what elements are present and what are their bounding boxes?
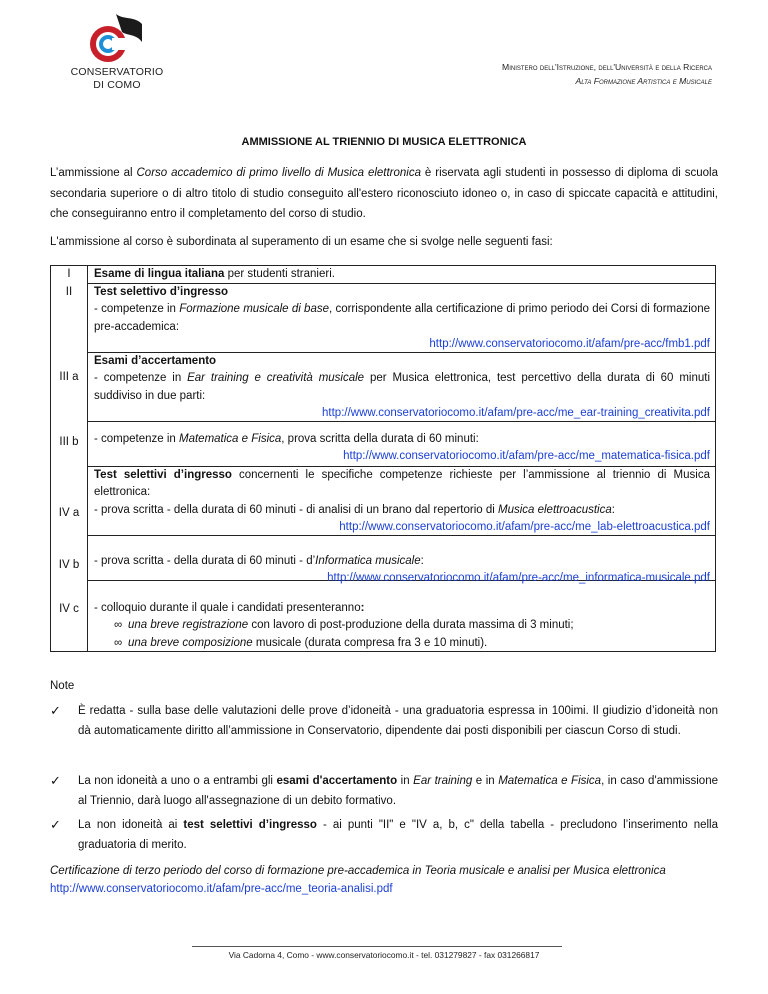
ministry-header <box>502 60 712 88</box>
table-row: - competenze in Matematica e Fisica, prova scritta della durata di 60 minuti: http://www.conservatoriocomo.it/afam/pre-acc/me_matematica-fisica.pdf <box>94 433 710 463</box>
informatica-musicale-link[interactable]: http://www.conservatoriocomo.it/afam/pre-acc/me_informatica-musicale.pdf <box>327 572 710 585</box>
table-row: Esami d’accertamento - competenze in Ear training e creatività musicale per Musica elettronica, test percettivo della durata di 60 minuti suddiviso in due parti: http://www.conservatoriocomo.it/afam/pre-acc/me_ear-training_creativita.pdf <box>94 355 711 419</box>
note-item: ✓ La non idoneità ai test selettivi d’ingresso - ai punti "II" e "IV a, b, c" della tabella - precludono l’inserimento nella graduatoria di merito. <box>50 817 719 851</box>
ministry-line-2: Alta Formazione Artistica e Musicale <box>575 76 712 86</box>
row-label: IV a <box>58 507 80 519</box>
lab-elettroacustica-link[interactable]: http://www.conservatoriocomo.it/afam/pre-acc/me_lab-elettroacustica.pdf <box>339 520 710 533</box>
ear-training-link[interactable]: http://www.conservatoriocomo.it/afam/pre-acc/me_ear-training_creativita.pdf <box>322 406 710 419</box>
page-footer: Via Cadorna 4, Como - www.conservatoriocomo.it - tel. 031279827 - fax 031266817 <box>228 950 540 960</box>
table-row: Test selettivi d’ingresso concernenti le specifiche competenze richieste per l’ammissione al triennio di Musica elettronica: - prova scritta - della durata di 60 minuti - di analisi di un brano dal repertorio di Musica elettroacustica: http://www.conservatoriocomo.it/afam/pre-acc/me_lab-elettroacustica.pdf <box>94 469 710 533</box>
checkmark-icon: ✓ <box>50 703 61 718</box>
table-row: - colloquio durante il quale i candidati presenteranno: ∞ una breve registrazione con lavoro di post-produzione della durata massima di 3 minuti; ∞ una breve composizione musicale (durata compresa fra 3 e 10 minuti). <box>94 600 710 652</box>
checkmark-icon: ✓ <box>50 773 61 788</box>
table-row: - prova scritta - della durata di 60 minuti - d’Informatica musicale: http://www.conservatoriocomo.it/afam/pre-acc/me_informatica-musicale.pdf <box>94 555 710 585</box>
conservatorio-logo <box>62 8 172 92</box>
row-label: IV c <box>59 603 79 615</box>
logo-line-2: DI COMO <box>93 79 141 91</box>
row-label: II <box>65 286 73 298</box>
page-title: AMMISSIONE AL TRIENNIO DI MUSICA ELETTRONICA <box>241 136 527 148</box>
note-item: ✓ È redatta - sulla base delle valutazioni delle prove d’idoneità - una graduatoria espressa in 100imi. Il giudizio d’idoneità non dà automaticamente diritto all’ammissione in Conservatorio, dipendente dai posti disponibili per ciascun Corso di studi. <box>50 703 718 737</box>
row-label: IV b <box>58 559 80 571</box>
intro-paragraph-2: L'ammissione al corso è subordinata al superamento di un esame che si svolge nelle seguenti fasi: <box>50 236 553 248</box>
teoria-analisi-link[interactable]: http://www.conservatoriocomo.it/afam/pre-acc/me_teoria-analisi.pdf <box>50 883 393 895</box>
table-row: Esame di lingua italiana per studenti stranieri. <box>94 268 335 280</box>
footer-divider <box>192 946 562 947</box>
certification-text: Certificazione di terzo periodo del corso di formazione pre-accademica in Teoria musicale e analisi per Musica elettronica <box>50 865 666 877</box>
row-label: III b <box>59 436 79 448</box>
logo-line-1: CONSERVATORIO <box>70 66 164 78</box>
list-item: ∞ una breve registrazione con lavoro di post-produzione della durata massima di 3 minuti; <box>94 617 710 634</box>
certification-note <box>50 862 718 898</box>
logo-emblem-icon <box>90 12 146 64</box>
exam-phases-table <box>50 265 716 652</box>
intro-paragraph: L’ammissione al Corso accademico di primo livello di Musica elettronica è riservata agli studenti in possesso di diploma di scuola secondaria superiore o di altro titolo di studio conseguito all'estero riconosciuto idoneo o, in caso di spiccate capacità e attitudini, che conseguiranno entro il completamento del corso di studio. <box>50 167 718 220</box>
ministry-line-1: Ministero dell'Istruzione, dell'Università e della Ricerca <box>502 62 712 72</box>
fmb1-link[interactable]: http://www.conservatoriocomo.it/afam/pre-acc/fmb1.pdf <box>429 337 710 350</box>
note-item: ✓ La non idoneità a uno o a entrambi gli esami d'accertamento in Ear training e in Matematica e Fisica, in caso d'ammissione al Triennio, darà luogo all'assegnazione di un debito formativo. <box>50 773 718 807</box>
infinity-bullet-icon: ∞ <box>114 636 123 649</box>
matematica-fisica-link[interactable]: http://www.conservatoriocomo.it/afam/pre-acc/me_matematica-fisica.pdf <box>343 450 710 463</box>
checkmark-icon: ✓ <box>50 817 61 832</box>
row-label: III a <box>59 371 79 383</box>
infinity-bullet-icon: ∞ <box>114 619 123 632</box>
list-item: ∞ una breve composizione musicale (durata compresa fra 3 e 10 minuti). <box>94 635 710 652</box>
notes-heading: Note <box>50 680 75 692</box>
table-row: Test selettivo d’ingresso - competenze in Formazione musicale di base, corrispondente alla certificazione di primo periodo dei Corsi di formazione pre-accademica: http://www.conservatoriocomo.it/afam/pre-acc/fmb1.pdf <box>94 286 710 350</box>
row-label: I <box>67 268 71 280</box>
